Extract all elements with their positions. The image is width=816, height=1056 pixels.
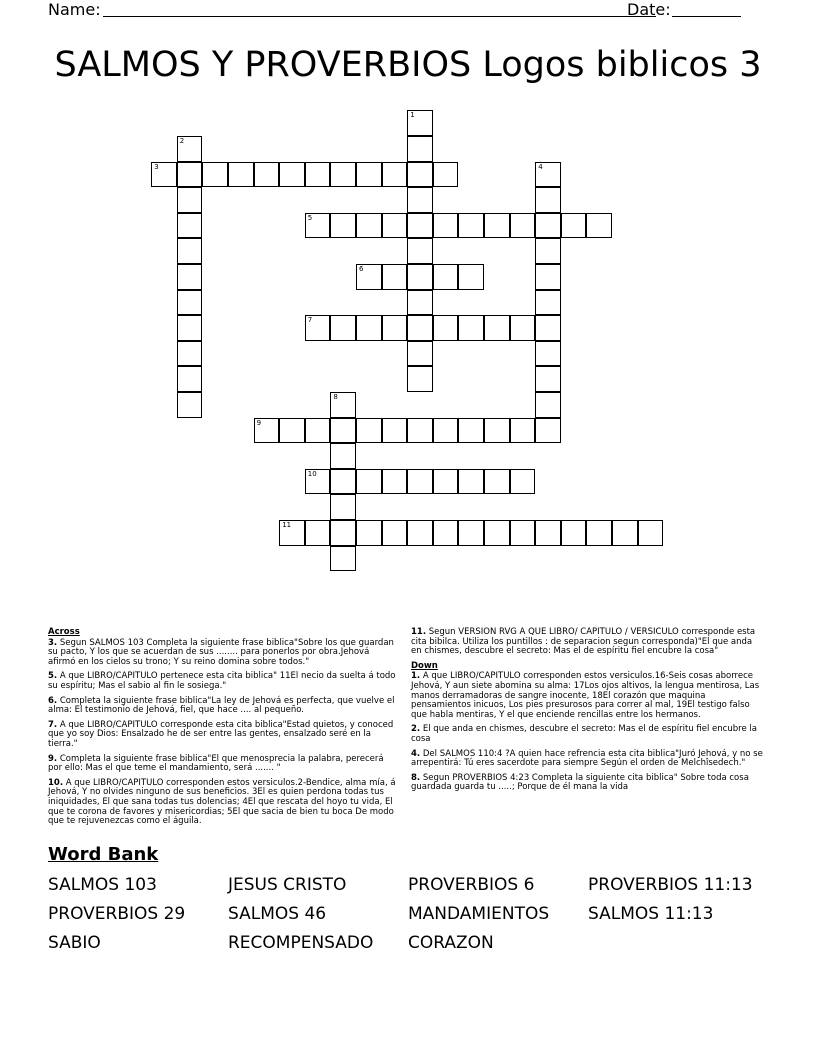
crossword-cell[interactable] [535, 162, 561, 188]
clue-item [48, 672, 396, 691]
crossword-cell[interactable] [228, 162, 254, 188]
crossword-cell[interactable] [382, 213, 408, 239]
clue-number: 3. [48, 637, 58, 648]
crossword-cell[interactable] [407, 264, 433, 290]
clue-number: 6. [48, 695, 58, 706]
crossword-cell[interactable] [254, 418, 280, 444]
crossword-cell[interactable] [305, 520, 331, 546]
crossword-cell[interactable] [407, 418, 433, 444]
crossword-cell[interactable] [305, 469, 331, 495]
crossword-cell[interactable] [356, 469, 382, 495]
word-bank-item: MANDAMIENTOS [408, 904, 550, 924]
down-heading: Down [411, 660, 438, 671]
crossword-cell[interactable] [535, 366, 561, 392]
crossword-cell[interactable] [458, 418, 484, 444]
word-bank-item: SALMOS 11:13 [588, 904, 714, 924]
word-bank-row [48, 932, 768, 961]
crossword-cell[interactable] [382, 469, 408, 495]
crossword-cell[interactable] [279, 520, 305, 546]
clue-number: 8 [333, 393, 338, 401]
across-clue-list [48, 639, 396, 827]
crossword-cell[interactable] [330, 315, 356, 341]
clue-number: 4. [411, 748, 421, 759]
crossword-cell[interactable] [305, 315, 331, 341]
crossword-cell[interactable] [330, 520, 356, 546]
crossword-cell[interactable] [177, 162, 203, 188]
crossword-cell[interactable] [510, 469, 536, 495]
crossword-cell[interactable] [510, 213, 536, 239]
crossword-cell[interactable] [535, 315, 561, 341]
crossword-cell[interactable] [433, 469, 459, 495]
word-bank-row [48, 874, 768, 903]
crossword-cell[interactable] [177, 392, 203, 418]
clue-number: 5 [307, 213, 313, 222]
crossword-cell[interactable] [535, 213, 561, 239]
clue-number: 10. [48, 777, 64, 788]
word-bank-list [48, 874, 768, 961]
crossword-cell[interactable] [356, 520, 382, 546]
crossword-cell[interactable] [330, 494, 356, 520]
crossword-cell[interactable] [177, 213, 203, 239]
clue-number: 9. [48, 753, 58, 764]
clue-number: 5. [48, 671, 58, 682]
crossword-cell[interactable] [305, 418, 331, 444]
word-bank [48, 844, 768, 961]
crossword-cell[interactable] [433, 213, 459, 239]
crossword-cell[interactable] [356, 264, 382, 290]
crossword-cell[interactable] [612, 520, 638, 546]
crossword-cell[interactable] [202, 162, 228, 188]
clue-text: Completa la siguiente frase biblica"El que menosprecia la palabra, perecerá por ello: Mas el que teme el mandamiento, será ....... " [48, 753, 384, 774]
clue-item [48, 755, 396, 774]
crossword-cell[interactable] [535, 187, 561, 213]
clue-number: 3 [154, 162, 159, 171]
name-label: Name: [48, 0, 101, 19]
word-bank-item: SALMOS 103 [48, 875, 157, 895]
crossword-cell[interactable] [177, 136, 203, 162]
clue-item [48, 721, 396, 750]
crossword-cell[interactable] [484, 315, 510, 341]
crossword-cell[interactable] [382, 520, 408, 546]
crossword-cell[interactable] [535, 264, 561, 290]
crossword-cell[interactable] [407, 315, 433, 341]
crossword-cell[interactable] [407, 110, 433, 136]
clue-number: 4 [538, 162, 543, 171]
crossword-cell[interactable] [382, 264, 408, 290]
crossword-cell[interactable] [356, 315, 382, 341]
crossword-cell[interactable] [279, 162, 305, 188]
crossword-cell[interactable] [586, 520, 612, 546]
crossword-cell[interactable] [407, 290, 433, 316]
crossword-cell[interactable] [254, 162, 280, 188]
crossword-cell[interactable] [330, 392, 356, 418]
crossword-cell[interactable] [177, 238, 203, 264]
clue-number: 2 [179, 137, 185, 145]
clue-number: 7. [48, 719, 58, 730]
crossword-cell[interactable] [535, 341, 561, 367]
word-bank-item: SABIO [48, 933, 101, 953]
crossword-cell[interactable] [407, 341, 433, 367]
crossword-cell[interactable] [458, 520, 484, 546]
clue-text: A que LIBRO/CAPITULO corresponde esta cita biblica"Estad quietos, y conoced que yo soy Dios: Ensalzado he de ser entre las gentes, ensalzado seré en la tierra." [48, 719, 394, 749]
clue-text: Segun VERSION RVG A QUE LIBRO/ CAPITULO / VERSICULO corresponde esta cita bibilca. Utiliza los puntillos : de separacion segun corresponda)"El que anda en chismes, descubre el secreto: Mas el de espíritu fiel encubre la cosa" [411, 627, 756, 657]
crossword-cell[interactable] [177, 341, 203, 367]
clue-number: 11. [411, 627, 427, 637]
word-bank-row [48, 903, 768, 932]
crossword-cell[interactable] [356, 418, 382, 444]
crossword-cell[interactable] [177, 264, 203, 290]
crossword-cell[interactable] [279, 418, 305, 444]
crossword-cell[interactable] [433, 264, 459, 290]
crossword-cell[interactable] [433, 520, 459, 546]
crossword-cell[interactable] [535, 290, 561, 316]
crossword-cell[interactable] [407, 366, 433, 392]
crossword-cell[interactable] [433, 162, 459, 188]
word-bank-item: JESUS CRISTO [228, 875, 347, 895]
crossword-cell[interactable] [535, 238, 561, 264]
page-title: SALMOS Y PROVERBIOS Logos biblicos 3 [54, 45, 762, 85]
clue-item [48, 639, 396, 668]
crossword-cell[interactable] [561, 213, 587, 239]
word-bank-item: PROVERBIOS 6 [408, 875, 535, 895]
crossword-cell[interactable] [484, 213, 510, 239]
clue-number: 7 [307, 316, 313, 325]
crossword-cell[interactable] [356, 162, 382, 188]
crossword-cell[interactable] [433, 315, 459, 341]
crossword-cell[interactable] [382, 162, 408, 188]
crossword-cell[interactable] [458, 213, 484, 239]
crossword-cell[interactable] [407, 520, 433, 546]
clue-number: 2. [411, 724, 421, 735]
across-heading: Across [48, 627, 80, 637]
clue-number: 9 [256, 418, 262, 427]
crossword-cell[interactable] [330, 546, 356, 572]
crossword-cell[interactable] [330, 443, 356, 469]
crossword-cell[interactable] [382, 315, 408, 341]
clues-right-column [411, 628, 763, 798]
crossword-cell[interactable] [458, 264, 484, 290]
crossword-cell[interactable] [382, 418, 408, 444]
clue-text: A que LIBRO/CAPITULO pertenece esta cita biblica" 11El necio da suelta á todo su espíritu; Mas el sabio al fin le sosiega." [48, 671, 396, 691]
crossword-cell[interactable] [305, 162, 331, 188]
crossword-cell[interactable] [330, 469, 356, 495]
crossword-cell[interactable] [535, 418, 561, 444]
clue-number: 6 [359, 265, 364, 273]
crossword-cell[interactable] [177, 315, 203, 341]
clue-item [411, 774, 763, 793]
clues-left-column [48, 628, 396, 832]
crossword-cell[interactable] [535, 520, 561, 546]
crossword-cell[interactable] [407, 469, 433, 495]
crossword-cell[interactable] [407, 238, 433, 264]
clue-item [411, 672, 763, 720]
crossword-cell[interactable] [356, 213, 382, 239]
crossword-cell[interactable] [177, 187, 203, 213]
crossword-cell[interactable] [407, 162, 433, 188]
crossword-cell[interactable] [433, 418, 459, 444]
crossword-cell[interactable] [305, 213, 331, 239]
crossword-cell[interactable] [407, 136, 433, 162]
clue-text: Completa la siguiente frase biblica"La ley de Jehová es perfecta, que vuelve el alma: El testimonio de Jehová, fiel, que hace .... al pequeño. [48, 695, 395, 716]
crossword-cell[interactable] [177, 366, 203, 392]
crossword-cell[interactable] [330, 162, 356, 188]
crossword-cell[interactable] [510, 520, 536, 546]
crossword-cell[interactable] [407, 213, 433, 239]
crossword-cell[interactable] [484, 418, 510, 444]
crossword-cell[interactable] [535, 392, 561, 418]
clue-item [411, 628, 763, 657]
word-bank-item: RECOMPENSADO [228, 933, 374, 953]
clue-item [48, 697, 396, 716]
clue-number: 8. [411, 772, 421, 783]
crossword-cell[interactable] [638, 520, 664, 546]
clue-text: El que anda en chismes, descubre el secreto: Mas el de espíritu fiel encubre la cosa [411, 724, 757, 744]
clue-number: 1. [411, 671, 421, 682]
clue-text: Segun SALMOS 103 Completa la siguiente frase biblica"Sobre los que guardan su pacto, Y los que se acuerdan de sus ........ para ponerlos por obra.Jehová afirmó en los cielos su trono; Y su reino domina sobre todos." [48, 637, 394, 667]
date-label: Date: [627, 0, 671, 19]
word-bank-item: PROVERBIOS 29 [48, 904, 186, 924]
crossword-cell[interactable] [330, 213, 356, 239]
clue-number: 1 [410, 111, 415, 120]
crossword-cell[interactable] [407, 187, 433, 213]
crossword-cell[interactable] [586, 213, 612, 239]
clue-item [411, 725, 763, 744]
clue-text: A que LIBRO/CAPITULO corresponden estos versiculos.2-Bendice, alma mía, á Jehová, Y no olvides ninguno de sus beneficios. 3El es quien perdona todas tus iniquidades, El que sana todas tus dolencias; 4El que rescata del hoyo tu vida, El que te corona de favores y misericordias; 5El que sacia de bien tu boca De modo que te rejuvenezcas como el águila. [48, 777, 396, 827]
across-clue-list-continued [411, 628, 763, 657]
crossword-cell[interactable] [484, 469, 510, 495]
crossword-cell[interactable] [510, 418, 536, 444]
crossword-cell[interactable] [561, 520, 587, 546]
crossword-cell[interactable] [330, 418, 356, 444]
clue-number: 10 [307, 469, 317, 478]
crossword-cell[interactable] [177, 290, 203, 316]
crossword-cell[interactable] [151, 162, 177, 188]
crossword-cell[interactable] [458, 469, 484, 495]
crossword-cell[interactable] [484, 520, 510, 546]
clue-item [48, 779, 396, 827]
clue-text: A que LIBRO/CAPITULO corresponden estos versiculos.16-Seis cosas aborrece Jehová, Y aun siete abomina su alma: 17Los ojos altivos, la lengua mentirosa, Las manos derramadoras de sangre inocente, 18El corazón que maquina pensamientos inicuos, Los pies presurosos para correr al mal, 19El testigo falso que habla mentiras, Y el que enciende rencillas entre los hermanos. [411, 671, 760, 720]
clue-text: Segun PROVERBIOS 4:23 Completa la siguiente cita biblica" Sobre toda cosa guardada guarda tu .....; Porque de él mana la vida [411, 772, 749, 793]
clue-number: 11 [282, 521, 292, 529]
word-bank-item: SALMOS 46 [228, 904, 327, 924]
word-bank-item: CORAZON [408, 933, 494, 953]
word-bank-title: Word Bank [48, 844, 159, 865]
word-bank-item: PROVERBIOS 11:13 [588, 875, 753, 895]
crossword-cell[interactable] [458, 315, 484, 341]
clue-item [411, 750, 763, 769]
clue-text: Del SALMOS 110:4 ?A quien hace refrencia esta cita biblica"Juró Jehová, y no se arrepentirá: Tú eres sacerdote para siempre Según el orden de Melchîsedech." [411, 748, 763, 769]
crossword-cell[interactable] [510, 315, 536, 341]
down-clue-list [411, 672, 763, 793]
